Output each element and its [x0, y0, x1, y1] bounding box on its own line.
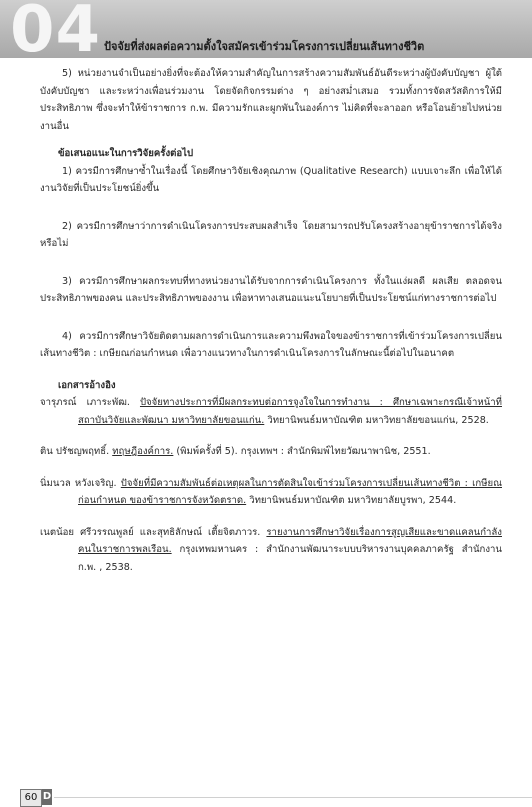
reference-item [40, 475, 502, 510]
chapter-title: ปัจจัยที่ส่งผลต่อความตั้งใจสมัครเข้าร่วมโครงการเปลี่ยนเส้นทางชีวิต [104, 40, 425, 53]
reference-author: จารุภรณ์ เภาระพัฒ. [40, 397, 140, 408]
page-mark: D [42, 789, 52, 805]
page-number: 60 [20, 789, 42, 807]
section-heading: ข้อเสนอแนะในการวิจัยครั้งต่อไป [58, 148, 194, 159]
reference-publication: กรุงเทพมหานคร : สำนักงานพัฒนาระบบบริหารงานบุคคลภาครัฐ สำนักงาน ก.พ. , 2538. [78, 544, 502, 573]
footer-divider [54, 797, 532, 798]
reference-publication: วิทยานิพนธ์มหาบัณฑิต มหาวิทยาลัยขอนแก่น, 2528. [264, 414, 489, 426]
item-5-paragraph: 5) หน่วยงานจำเป็นอย่างยิ่งที่จะต้องให้ความสำคัญในการสร้างความสัมพันธ์อันดีระหว่างผู้บังคับบัญชา ผู้ใต้บังคับบัญชา และระหว่างเพื่อนร่วมงาน โดยจัดกิจกรรมต่าง ๆ อย่างสม่ำเสมอ รวมทั้งการจัดสวัสดิการให้มีประสิทธิภาพ ซึ่งจะทำให้ข้าราชการ ก.พ. มีความรักและผูกพันในองค์การ ไม่คิดที่จะลาออก หรือโอนย้ายไปหน่วยงานอื่น [40, 68, 502, 132]
reference-title: ปัจจัยทางประการที่มีผลกระทบต่อการจูงใจในการทำงาน : ศึกษาเฉพาะกรณีเจ้าหน้าที่สถาบันวิจัยและพัฒนา มหาวิทยาลัยขอนแก่น. [78, 397, 502, 426]
reference-item [40, 524, 502, 577]
reference-author: เนตน้อย ศรีวรรณพูลย์ และสุทธิลักษณ์ เตี้ยจิตภาวร. [40, 526, 267, 538]
reference-publication: วิทยานิพนธ์มหาบัณฑิต มหาวิทยาลัยบูรพา, 2544. [246, 495, 457, 506]
page-content [40, 65, 502, 576]
suggestion-2: 2) ควรมีการศึกษาว่าการดำเนินโครงการประสบผลสำเร็จ โดยสามารถปรับโครงสร้างอายุข้าราชการได้จริงหรือไม่ [40, 220, 502, 249]
reference-title: ทฤษฎีองค์การ. [112, 446, 174, 457]
reference-title: ปัจจัยที่มีความสัมพันธ์ต่อเหตุผลในการตัดสินใจเข้าร่วมโครงการเปลี่ยนเส้นทางชีวิต : เกษียณก่อนกำหนด ของข้าราชการจังหวัดตราด. [78, 477, 502, 506]
reference-title: รายงานการศึกษาวิจัยเรื่องการสูญเสียและขาดแคลนกำลังคนในราชการพลเรือน. [78, 526, 502, 555]
reference-author: นิ่มนวล หวังเจริญ. [40, 477, 121, 489]
suggestion-3: 3) ควรมีการศึกษาผลกระทบที่ทางหน่วยงานได้รับจากการดำเนินโครงการ ทั้งในแง่ผลดี ผลเสีย ตลอดจนประสิทธิภาพของคน และประสิทธิภาพของงาน เพื่อหาทางเสนอแนะนโยบายที่เป็นประโยชน์แก่ทางราชการต่อไป [40, 275, 502, 304]
chapter-number: 04 [10, 0, 102, 67]
reference-publication: (พิมพ์ครั้งที่ 5). กรุงเทพฯ : สำนักพิมพ์ไทยวัฒนาพานิช, 2551. [173, 446, 431, 457]
chapter-header-band [0, 0, 532, 67]
reference-item [40, 394, 502, 429]
reference-author: ติน ปรัชญพฤทธิ์. [40, 446, 113, 457]
reference-item [40, 443, 502, 461]
suggestion-1: 1) ควรมีการศึกษาซ้ำในเรื่องนี้ โดยศึกษาวิจัยเชิงคุณภาพ (Qualitative Research) แบบเจาะลึก เพื่อให้ได้งานวิจัยที่เป็นประโยชน์ยิ่งขึ้น [40, 165, 502, 194]
references-heading: เอกสารอ้างอิง [58, 379, 116, 391]
suggestion-4: 4) ควรมีการศึกษาวิจัยติดตามผลการดำเนินการและความพึงพอใจของข้าราชการที่เข้าร่วมโครงการเปลี่ยนเส้นทางชีวิต : เกษียณก่อนกำหนด เพื่อวางแนวทางในการดำเนินโครงการในลักษณะนี้ต่อไปในอนาคต [40, 330, 502, 359]
